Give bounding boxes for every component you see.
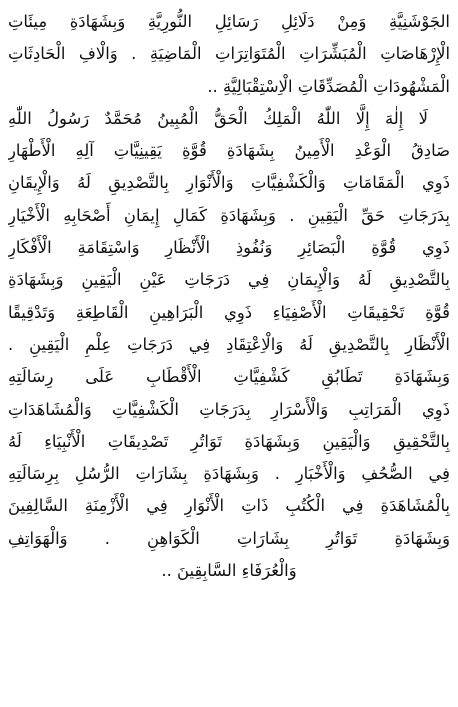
text-line-14: بِالتَّحْقِيقِ وَالْيَقِينِ وَبِشَهَادَةِ تَوَاتُرِ تَصْدِيقَاتِ الْأَنْبِيَاءِ لَهُ <box>8 431 450 451</box>
text-line-8: ذَوِي قُوَّةِ الْبَصَائِرِ وَنُفُوذِ الْأَنْظَارِ وَاسْتِقَامَةِ الْأَفْكَارِ <box>8 238 450 258</box>
text-line-9: بِالتَّصْدِيقِ لَهُ وَالْإِيمَانِ فِي دَرَجَاتِ عَيْنِ الْيَقِينِ وَبِشَهَادَةِ <box>8 270 450 290</box>
text-line-6: ذَوِي الْمَقَامَاتِ وَالْكَشْفِيَّاتِ وَالْأَنْوَارِ بِالتَّصْدِيقِ لَهُ وَالْإِيقَانِ <box>8 173 450 193</box>
text-line-16: بِالْمُشَاهَدَةِ فِي الْكُتُبِ ذَاتِ الْأَنْوَارِ فِي الْأَزْمِنَةِ السَّالِفِينَ <box>8 496 450 516</box>
text-line-7: بِدَرَجَاتِ حَقِّ الْيَقِينِ . وَبِشَهَادَةِ كَمَالِ إِيمَانِ أَصْحَابِهِ الْأَخْيَارِ <box>8 205 450 225</box>
text-line-10: قُوَّةِ تَحْقِيقَاتِ الْأَصْفِيَاءِ ذَوِي الْبَرَاهِينِ الْقَاطِعَةِ وَتَدْقِيقًا <box>8 302 450 322</box>
text-line-5: صَادِقُ الْوَعْدِ الْأَمِينُ بِشَهَادَةِ قُوَّةِ يَقِينِيَّاتِ آلِهِ الْأَطْهَارِ <box>8 141 450 161</box>
text-line-15: فِي الصُّحُفِ وَالْأَخْبَارِ . وَبِشَهَادَةِ بِشَارَاتِ الرُّسُلِ بِرِسَالَتِهِ <box>8 464 450 484</box>
text-line-1: الجَوْشَنِيَّةِ وَمِنْ دَلَائِلِ رَسَائِلِ النُّورِيَّةِ وَبِشَهَادَةِ مِيئَاتِ <box>8 12 450 31</box>
text-line-13: ذَوِي الْمَرَاتِبِ وَالْأَسْرَارِ بِدَرَجَاتِ الْكَشْفِيَّاتِ وَالْمُشَاهَدَاتِ <box>8 399 450 419</box>
text-line-4: لَا إِلٰهَ إِلَّا اللّٰهُ الْمَلِكُ الْحَقُّ الْمُبِينُ مُحَمَّدٌ رَسُولُ اللّٰهِ <box>8 108 428 128</box>
text-line-17: وَبِشَهَادَةِ تَوَاتُرِ بِشَارَاتِ الْكَوَاهِنِ . وَالْهَوَاتِفِ <box>8 528 450 548</box>
text-line-3: الْمَشْهُودَاتِ الْمُصَدِّقَاتِ الْاِسْتِقْبَالِيَّةِ .. <box>207 76 450 96</box>
arabic-text-block <box>8 6 450 587</box>
text-line-2: الْإِرْهَاصَاتِ الْمُبَشِّرَاتِ الْمُتَوَاتِرَاتِ الْمَاضِيَةِ . وَالْافِ الْحَادِثَاتِ <box>8 44 450 64</box>
text-line-12: وَبِشَهَادَةِ تَطَابُقِ كَشْفِيَّاتِ الْأَقْطَابِ عَلَى رِسَالَتِهِ <box>8 367 450 387</box>
text-line-11: الْأَنْظَارِ بِالتَّصْدِيقِ لَهُ وَالْاِعْتِقَادِ فِي دَرَجَاتِ عِلْمِ الْيَقِينِ . <box>8 334 450 354</box>
text-line-18: وَالْعُرَفَاءِ السَّابِقِينَ .. <box>161 561 297 581</box>
